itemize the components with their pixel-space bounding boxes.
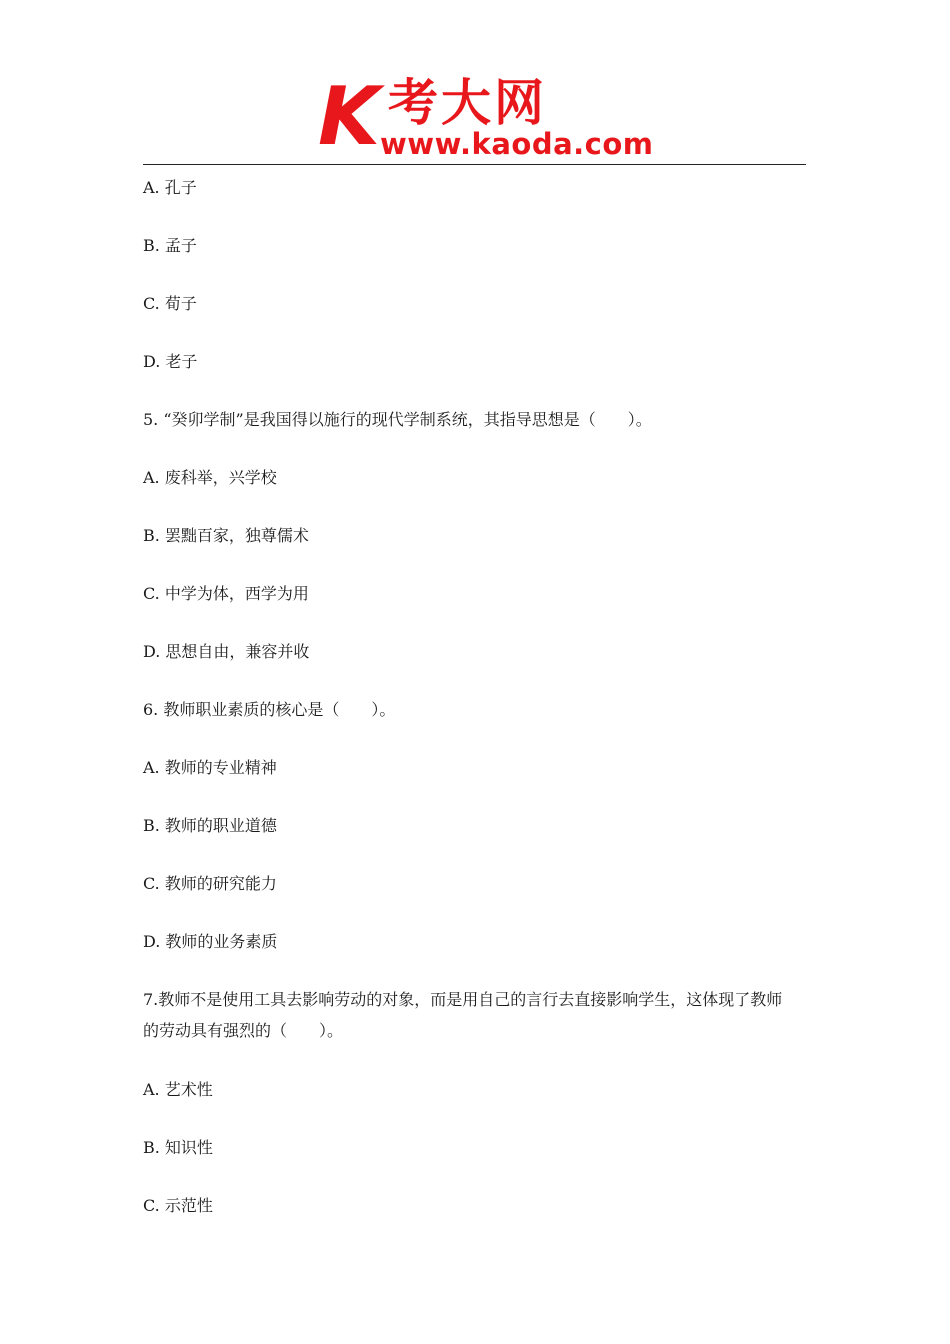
logo-k-mark: K bbox=[318, 70, 376, 163]
logo-brand-name: 考大网 bbox=[388, 74, 547, 132]
q4-option-c: C. 荀子 bbox=[143, 294, 197, 313]
q4-option-a: A. 孔子 bbox=[143, 178, 197, 197]
header-divider bbox=[143, 164, 806, 165]
q6-option-b: B. 教师的职业道德 bbox=[143, 816, 277, 835]
q5-stem: 5. “癸卯学制”是我国得以施行的现代学制系统，其指导思想是（ ）。 bbox=[143, 410, 652, 429]
q7-stem-line-2: 的劳动具有强烈的（ ）。 bbox=[143, 1021, 344, 1040]
q5-option-a: A. 废科举，兴学校 bbox=[143, 468, 277, 487]
q4-option-b: B. 孟子 bbox=[143, 236, 197, 255]
q7-option-c: C. 示范性 bbox=[143, 1196, 213, 1215]
q6-option-d: D. 教师的业务素质 bbox=[143, 932, 278, 951]
q5-option-c: C. 中学为体，西学为用 bbox=[143, 584, 309, 603]
q6-option-a: A. 教师的专业精神 bbox=[143, 758, 277, 777]
q6-option-c: C. 教师的研究能力 bbox=[143, 874, 277, 893]
q4-option-d: D. 老子 bbox=[143, 352, 198, 371]
q7-option-b: B. 知识性 bbox=[143, 1138, 213, 1157]
q5-option-b: B. 罢黜百家，独尊儒术 bbox=[143, 526, 309, 545]
logo-url: www.kaoda.com bbox=[380, 127, 654, 161]
q7-option-a: A. 艺术性 bbox=[143, 1080, 213, 1099]
q6-stem: 6. 教师职业素质的核心是（ ）。 bbox=[143, 700, 396, 719]
q5-option-d: D. 思想自由，兼容并收 bbox=[143, 642, 310, 661]
q7-stem-line-1: 7.教师不是使用工具去影响劳动的对象，而是用自己的言行去直接影响学生，这体现了教师 bbox=[143, 990, 783, 1009]
kaoda-logo bbox=[318, 70, 654, 163]
